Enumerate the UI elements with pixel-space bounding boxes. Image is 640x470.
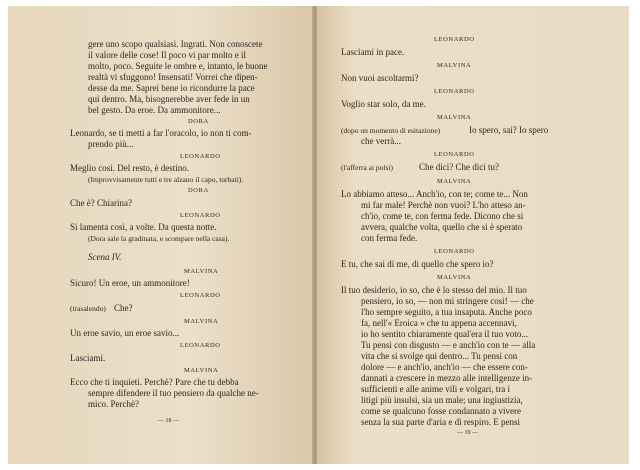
stage-direction: (Improvvisamente tutti e tre alzano il capo, turbati). [88,175,244,184]
text-line: Non vuoi ascoltarmi? [341,73,419,83]
text-line: E tu, che sai di me, di quello che spero io? [341,259,494,269]
text-line: sempre difendere il tuo pensiero da qualche ne- [88,388,259,398]
speaker-name: LEONARDO [180,342,221,349]
speaker-name: LEONARDO [434,36,475,43]
text-line: Meglio così. Del resto, è destino. [70,163,189,173]
stage-direction: (l'afferra ai polsi) [341,163,394,172]
text-line: Voglio star solo, da me. [341,99,426,109]
text-line: che verrà... [361,136,401,146]
text-line: Lo abbiamo atteso... Anch'io, con te; come te... Non [341,189,528,199]
text-line: Tu pensi con disgusto — e anch'io con te — alla [361,340,536,350]
speaker-name: MALVINA [184,367,219,374]
speaker-name: LEONARDO [180,292,221,299]
text-line: Leonardo, se ti metti a far l'oracolo, io non ti com- [70,128,252,138]
text-line: avvera, qualche volta, quello che si è sperato [361,222,523,232]
speaker-name: MALVINA [437,62,472,69]
text-line: Che è? Chiarina? [70,198,132,208]
speaker-name: LEONARDO [434,248,475,255]
text-line: Lasciami in pace. [341,47,405,57]
text-line: dannati a crescere in mezzo alle intelligenze in- [361,373,533,383]
text-line: pensiero, io so, — non mi stringere così! — che [361,296,534,306]
text-line: bel gesto. Da eroe. Da ammonitore... [88,105,221,115]
text-line: Ecco che ti inquieti. Perchè? Pare che tu debba [70,377,239,387]
speaker-name: DORA [188,187,209,194]
speaker-name: MALVINA [437,114,472,121]
speaker-name: MALVINA [437,274,472,281]
speaker-name: MALVINA [437,178,472,185]
text-line: realtà vi sfuggono! Insensati! Vorrei che dipen- [88,72,258,82]
text-line: gere uno scopo qualsiasi. Ingrati. Non conoscete [88,39,263,49]
stage-direction: (dopo un momento di esitazione) [341,126,441,135]
text-line: sufficienti e alle anime vili e volgari, tra i [361,384,511,394]
speaker-name: MALVINA [184,268,219,275]
page-number: — 18 — [158,418,179,424]
text-line: fa, nell'« Eroica » che tu appena accennavi, [361,318,517,328]
text-line: Si lamenta così, a volte. Da questa notte. [70,222,217,232]
text-line: Che dici? Che dici tu? [419,162,499,172]
text-line: Il tuo desiderio, io so, che è lo stesso del mio. Il tuo [341,285,527,295]
text-line: Sicuro! Un eroe, un ammonitore! [70,278,190,288]
text-line: mico. Perchè? [88,399,139,409]
text-line: mi far male! Perchè non vuoi? L'ho atteso an- [361,200,526,210]
text-line: Che? [114,303,133,313]
text-line: prendo più... [88,139,134,149]
text-line: litigi più insulsi, sia un male; una ingiustizia, [361,395,523,405]
text-line: desse da me. Saprei bene io ricondurre la pace [88,83,255,93]
text-line: con ferma fede. [361,233,418,243]
text-line: il valore delle cose! Il poco vi par molto e il [88,50,246,60]
text-line: dolore — e anch'io, anch'io — che essere con- [361,362,528,372]
speaker-name: LEONARDO [434,88,475,95]
text-line: Un eroe savio, un eroe savio... [70,328,180,338]
page-number: — 19 — [457,430,478,436]
text-line: come se qualcuno fosse condannato a vivere [361,406,521,416]
speaker-name: LEONARDO [434,151,475,158]
right-page [317,6,629,464]
text-line: molto, poco. Seguite le ombre e, intanto, le buone [88,61,268,71]
speaker-name: DORA [188,118,209,125]
text-line: qui dentro. Ma, bisognerebbe aver fede in un [88,94,250,104]
scene-title: Scena IV. [88,252,122,262]
speaker-name: LEONARDO [180,153,221,160]
speaker-name: LEONARDO [180,212,221,219]
stage-direction: (trasalendo) [70,304,106,313]
text-line: l'ho sempre seguito, a tua insaputa. Anche poco [361,307,532,317]
text-line: io ho sentito chiaramente qual'era il tuo voto... [361,329,529,339]
left-page [8,6,313,464]
text-line: ch'io, come te, con ferma fede. Dicono che si [361,211,524,221]
text-line: Io spero, sai? Io spero [469,125,549,135]
text-line: Lasciami. [70,353,106,363]
speaker-name: MALVINA [184,318,219,325]
stage-direction: (Dora sale la gradinata, e scompare nella casa). [88,234,230,243]
text-line: senza la sua parte d'aria e di respiro. E pensi [361,417,521,427]
text-line: vita che si svolge qui dentro... Tu pensi con [361,351,518,361]
